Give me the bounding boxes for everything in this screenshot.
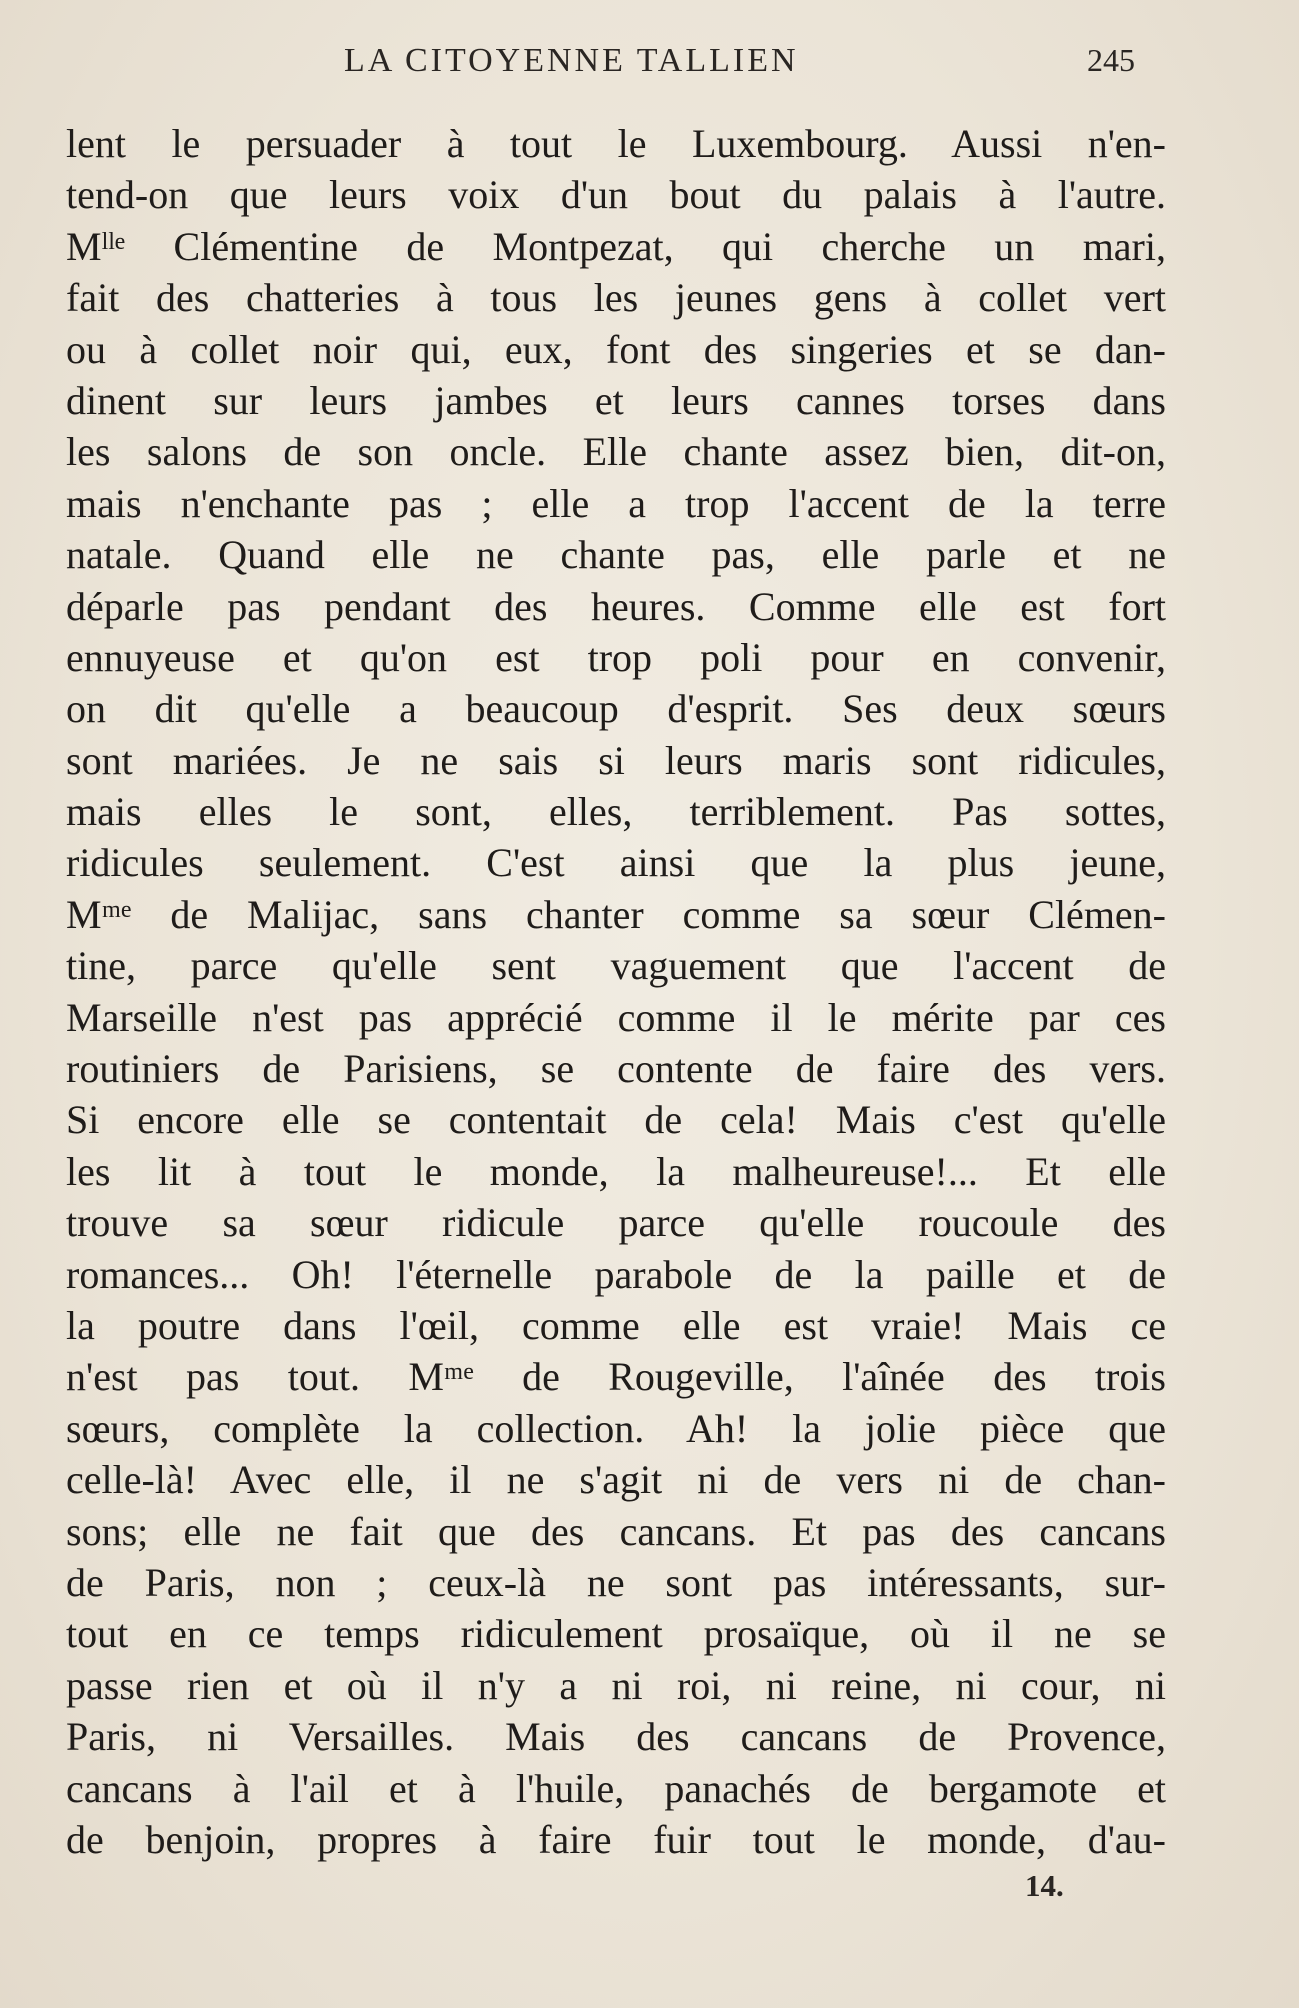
text-line: natale. Quand elle ne chante pas, elle parle et ne: [66, 532, 1166, 578]
text-line: Mˡˡᵉ Clémentine de Montpezat, qui cherche un mari,: [66, 223, 1166, 269]
text-line: romances... Oh! l'éternelle parabole de la paille et de: [66, 1251, 1166, 1297]
text-line: trouve sa sœur ridicule parce qu'elle roucoule des: [66, 1200, 1166, 1246]
running-title: LA CITOYENNE TALLIEN: [344, 42, 799, 79]
text-line: tend-on que leurs voix d'un bout du palais à l'autre.: [66, 172, 1166, 218]
text-line: les lit à tout le monde, la malheureuse!... Et elle: [66, 1148, 1166, 1194]
text-line: ennuyeuse et qu'on est trop poli pour en convenir,: [66, 634, 1166, 680]
text-line: les salons de son oncle. Elle chante assez bien, dit-on,: [66, 429, 1166, 475]
text-line: n'est pas tout. Mᵐᵉ de Rougeville, l'aînée des trois: [66, 1354, 1166, 1400]
text-line: passe rien et où il n'y a ni roi, ni reine, ni cour, ni: [66, 1662, 1166, 1708]
text-line: de benjoin, propres à faire fuir tout le monde, d'au-: [66, 1816, 1166, 1862]
text-line: celle-là! Avec elle, il ne s'agit ni de vers ni de chan-: [66, 1457, 1166, 1503]
text-line: dinent sur leurs jambes et leurs cannes torses dans: [66, 377, 1166, 423]
text-line: fait des chatteries à tous les jeunes gens à collet vert: [66, 275, 1166, 321]
text-line: Marseille n'est pas apprécié comme il le mérite par ces: [66, 994, 1166, 1040]
text-line: tout en ce temps ridiculement prosaïque, où il ne se: [66, 1611, 1166, 1657]
text-line: sons; elle ne fait que des cancans. Et pas des cancans: [66, 1508, 1166, 1554]
text-line: tine, parce qu'elle sent vaguement que l'accent de: [66, 943, 1166, 989]
text-line: lent le persuader à tout le Luxembourg. Aussi n'en-: [66, 121, 1166, 166]
text-line: Mᵐᵉ de Malijac, sans chanter comme sa sœur Clémen-: [66, 891, 1166, 937]
page-number: 245: [1087, 42, 1135, 78]
text-line: déparle pas pendant des heures. Comme elle est fort: [66, 583, 1166, 629]
running-head: [0, 42, 1299, 90]
text-line: mais n'enchante pas ; elle a trop l'accent de la terre: [66, 480, 1166, 526]
text-line: sont mariées. Je ne sais si leurs maris sont ridicules,: [66, 737, 1166, 783]
text-line: routiniers de Parisiens, se contente de faire des vers.: [66, 1046, 1166, 1092]
text-line: on dit qu'elle a beaucoup d'esprit. Ses deux sœurs: [66, 686, 1166, 732]
signature-mark: 14.: [1025, 1868, 1064, 1903]
text-line: ou à collet noir qui, eux, font des singeries et se dan-: [66, 326, 1166, 372]
text-line: de Paris, non ; ceux-là ne sont pas intéressants, sur-: [66, 1559, 1166, 1605]
text-line: Si encore elle se contentait de cela! Mais c'est qu'elle: [66, 1097, 1166, 1143]
text-line: la poutre dans l'œil, comme elle est vraie! Mais ce: [66, 1302, 1166, 1348]
text-line: sœurs, complète la collection. Ah! la jolie pièce que: [66, 1405, 1166, 1451]
text-line: cancans à l'ail et à l'huile, panachés de bergamote et: [66, 1765, 1166, 1811]
text-line: mais elles le sont, elles, terriblement. Pas sottes,: [66, 789, 1166, 835]
text-line: ridicules seulement. C'est ainsi que la plus jeune,: [66, 840, 1166, 886]
body-text: [66, 118, 1166, 1865]
text-line: Paris, ni Versailles. Mais des cancans de Provence,: [66, 1714, 1166, 1760]
